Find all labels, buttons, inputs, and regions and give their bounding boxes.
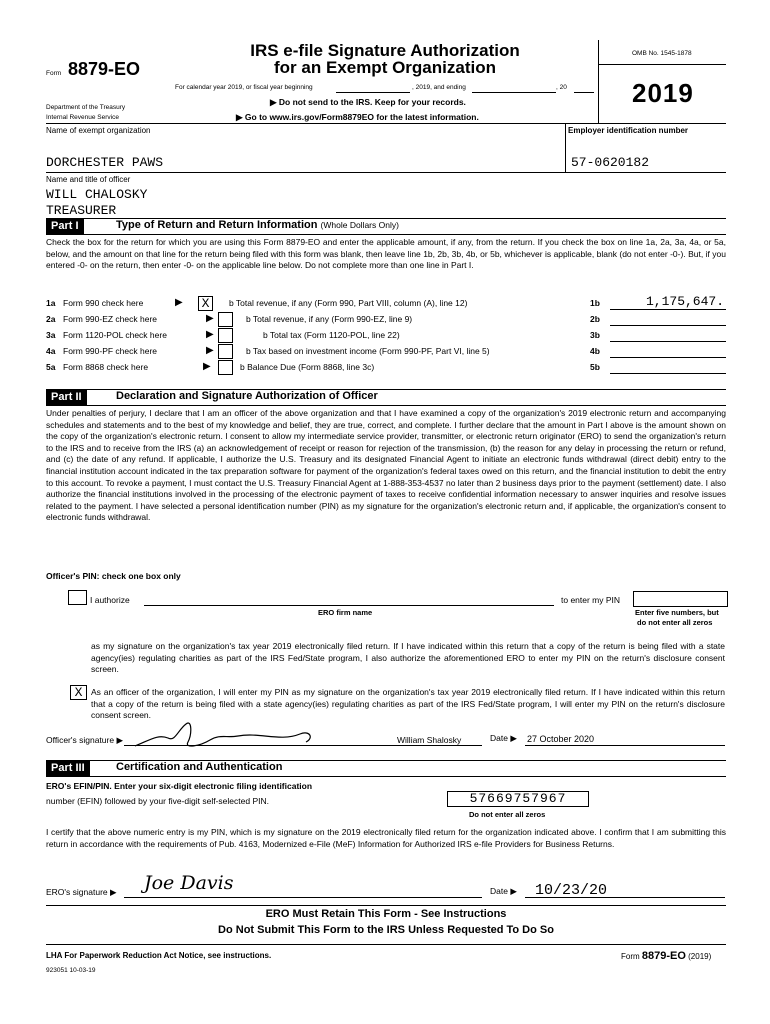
line-number: 2a — [46, 314, 56, 324]
officer-date-value: 27 October 2020 — [527, 734, 595, 744]
part3-title: Certification and Authentication — [116, 761, 283, 773]
header-bottom-rule — [46, 123, 726, 124]
officer-printed-name: William Shalosky — [397, 735, 462, 745]
return-type-checkbox[interactable] — [218, 328, 233, 343]
part2-header-rule — [46, 405, 726, 406]
form-title-line2: for an Exempt Organization — [274, 58, 496, 77]
arrow-icon: ▶ — [203, 361, 211, 372]
part1-tag: Part I — [46, 218, 84, 235]
part3-header-rule — [46, 776, 726, 777]
form-code: 923051 10-03-19 — [46, 967, 96, 974]
officer-pin-field-ero[interactable] — [633, 591, 728, 607]
to-enter-pin-label: to enter my PIN — [561, 595, 621, 605]
ero-date-value: 10/23/20 — [535, 882, 608, 899]
officer-date-line[interactable] — [525, 745, 725, 746]
ero-retain-line1: ERO Must Retain This Form - See Instructions — [265, 908, 507, 920]
pin-note-1: Enter five numbers, but — [635, 608, 719, 617]
tax-year: 2019 — [632, 78, 694, 108]
ein-value: 57-0620182 — [571, 155, 650, 170]
ein-divider — [565, 123, 566, 173]
form-title-line1: IRS e-file Signature Authorization — [250, 41, 520, 60]
part1-header-rule — [46, 234, 726, 235]
officer-signature-scribble — [130, 716, 390, 752]
calendar-prefix: For calendar year 2019, or fiscal year beginning — [175, 84, 313, 91]
ero-date-label: Date ▶ — [490, 886, 517, 896]
return-type-checkbox[interactable] — [218, 312, 233, 327]
option2-text: As an officer of the organization, I will enter my PIN as my signature on the organization's tax year 2019 electronically filed return. If I have indicated within this return that a copy of the return is being filed with a state agency(ies) regulating charities as part of the IRS Fed/State program, I will enter my PIN on the return's disclosure consent screen. — [91, 687, 725, 721]
return-type-checkbox[interactable] — [218, 344, 233, 359]
line-a-label: Form 990 check here — [63, 298, 144, 308]
ero-retain-rule — [46, 905, 726, 906]
footer-rule — [46, 944, 726, 945]
org-row-rule — [46, 172, 726, 173]
officer-pin-heading: Officer's PIN: check one box only — [46, 571, 181, 581]
amount-line — [610, 325, 726, 326]
line-ref: 3b — [590, 330, 600, 340]
org-name-label: Name of exempt organization — [46, 126, 151, 135]
officer-label: Name and title of officer — [46, 175, 131, 184]
option1-text: as my signature on the organization's tax year 2019 electronically filed return. If I have indicated within this return that a copy of the return is being filed with a state agency(ies) regulating charities as part of the IRS Fed/State program, I also authorize the aforementioned ERO to enter my PIN on the return's disclosure consent screen. — [91, 641, 725, 675]
amount-line — [610, 357, 726, 358]
efin-label-1: ERO's EFIN/PIN. Enter your six-digit electronic filing identification — [46, 781, 313, 791]
footer-form-ref: Form 8879-EO (2019) — [621, 950, 712, 962]
part3-tag: Part III — [46, 760, 90, 777]
line-ref: 5b — [590, 362, 600, 372]
amount-line — [610, 341, 726, 342]
part2-tag: Part II — [46, 389, 87, 406]
header-divider — [598, 40, 599, 124]
officer-name: WILL CHALOSKY — [46, 187, 148, 202]
line-ref: 4b — [590, 346, 600, 356]
lha-notice: LHA For Paperwork Reduction Act Notice, see instructions. — [46, 951, 272, 960]
officer-signature-label: Officer's signature ▶ — [46, 735, 123, 745]
line-a-label: Form 1120-POL check here — [63, 330, 167, 340]
officer-enter-pin-checkbox[interactable]: X — [70, 685, 87, 700]
ein-label: Employer identification number — [568, 126, 689, 135]
officer-signature-line[interactable] — [124, 745, 482, 746]
efin-label-2: number (EFIN) followed by your five-digit self-selected PIN. — [46, 796, 269, 806]
amount-field[interactable]: 1,175,647. — [645, 294, 724, 309]
go-to-link[interactable]: ▶ Go to www.irs.gov/Form8879EO for the latest information. — [236, 112, 479, 122]
form-number: 8879-EO — [68, 59, 141, 79]
line-number: 5a — [46, 362, 56, 372]
line-ref: 1b — [590, 298, 600, 308]
return-type-checkbox[interactable]: X — [198, 296, 213, 311]
line-b-label: b Total revenue, if any (Form 990, Part VIII, column (A), line 12) — [229, 298, 468, 308]
arrow-icon: ▶ — [175, 297, 183, 308]
pin-note-2: do not enter all zeros — [637, 618, 713, 627]
dept-treasury: Department of the Treasury — [46, 104, 126, 111]
officer-date-label: Date ▶ — [490, 733, 517, 743]
calendar-mid: , 2019, and ending — [412, 84, 466, 91]
officer-title: TREASURER — [46, 203, 117, 218]
part2-title: Declaration and Signature Authorization of Officer — [116, 390, 378, 402]
line-number: 1a — [46, 298, 56, 308]
line-a-label: Form 990-PF check here — [63, 346, 158, 356]
ero-signature-label: ERO's signature ▶ — [46, 887, 117, 897]
return-type-checkbox[interactable] — [218, 360, 233, 375]
arrow-icon: ▶ — [206, 345, 214, 356]
part1-instructions: Check the box for the return for which you are using this Form 8879-EO and enter the applicable amount, if any, from the return. If you check the box on line 1a, 2a, 3a, 4a, or 5a, below, and the amount on that line for the return being filed with this form was blank, then leave line 1b, 2b, 3b, 4b, or 5b, whichever is applicable, blank (do not enter -0-). But, if you entered -0- on the return, then enter -0- on the applicable line below. Do not complete more than one line in Part I. — [46, 237, 726, 271]
line-a-label: Form 990-EZ check here — [63, 314, 158, 324]
efin-note: Do not enter all zeros — [469, 810, 546, 819]
line-b-label: b Total tax (Form 1120-POL, line 22) — [263, 330, 400, 340]
fiscal-begin-field[interactable] — [336, 92, 410, 93]
calendar-suffix: , 20 — [556, 84, 567, 91]
authorize-ero-checkbox[interactable] — [68, 590, 87, 605]
form-label: Form — [46, 70, 62, 77]
line-ref: 2b — [590, 314, 600, 324]
authorize-label: I authorize — [90, 595, 130, 605]
fiscal-end-field[interactable] — [472, 92, 556, 93]
line-b-label: b Tax based on investment income (Form 990-PF, Part VI, line 5) — [246, 346, 490, 356]
line-b-label: b Balance Due (Form 8868, line 3c) — [240, 362, 375, 372]
irs-label: Internal Revenue Service — [46, 114, 119, 121]
line-b-label: b Total revenue, if any (Form 990-EZ, line 9) — [246, 314, 413, 324]
line-number: 3a — [46, 330, 56, 340]
efin-pin-field[interactable]: 57669757967 — [447, 791, 589, 807]
ero-signature-line[interactable] — [124, 897, 482, 898]
fiscal-year-field[interactable] — [574, 92, 594, 93]
amount-line — [610, 309, 726, 310]
ero-certification-text: I certify that the above numeric entry is my PIN, which is my signature on the 2019 electronically filed return for the organization indicated above. I confirm that I am submitting this return in accordance with the requirements of Pub. 4163, Modernized e-File (MeF) Information for Authorized IRS e-file Providers for Business Returns. — [46, 827, 726, 849]
org-name: DORCHESTER PAWS — [46, 155, 164, 170]
ero-retain-line2: Do Not Submit This Form to the IRS Unless Requested To Do So — [218, 924, 554, 936]
ero-signature-text: Joe Davis — [144, 872, 234, 894]
line-number: 4a — [46, 346, 56, 356]
amount-line — [610, 373, 726, 374]
omb-divider — [598, 64, 726, 65]
part2-declaration: Under penalties of perjury, I declare that I am an officer of the above organization and that I have examined a copy of the organization's 2019 electronic return and accompanying schedules and statements and to the best of my knowledge and belief, they are true, correct, and complete. I further declare that the amount in Part I above is the amount shown on the copy of the organization's electronic return. I consent to allow my intermediate service provider, transmitter, or electronic return originator (ERO) to send the organization's return to the IRS and to receive from the IRS (a) an acknowledgement of receipt or reason for rejection of the transmission, (b) the reason for any delay in processing the return or refund, and (c) the date of any refund. If applicable, I authorize the U.S. Treasury and its designated Financial Agent to initiate an electronic funds withdrawal (direct debit) entry to the financial institution account indicated in the tax preparation software for payment of the organization's federal taxes owed on this return, and the financial institution to debit the entry to this account. To revoke a payment, I must contact the U.S. Treasury Financial Agent at 1-888-353-4537 no later than 2 business days prior to the payment (settlement) date. I also authorize the financial institutions involved in the processing of the electronic payment of taxes to receive confidential information necessary to answer inquiries and resolve issues related to the payment. I have selected a personal identification number (PIN) as my signature for the organization's electronic return and, if applicable, the organization's consent to electronic funds withdrawal. — [46, 408, 726, 523]
line-a-label: Form 8868 check here — [63, 362, 149, 372]
omb-number: OMB No. 1545-1878 — [632, 50, 692, 57]
arrow-icon: ▶ — [206, 329, 214, 340]
part1-title: Type of Return and Return Information (Whole Dollars Only) — [116, 219, 399, 231]
arrow-icon: ▶ — [206, 313, 214, 324]
do-not-send-note: ▶ Do not send to the IRS. Keep for your records. — [270, 97, 466, 107]
ero-firm-name-caption: ERO firm name — [318, 608, 373, 617]
ero-firm-name-field[interactable] — [144, 605, 554, 606]
